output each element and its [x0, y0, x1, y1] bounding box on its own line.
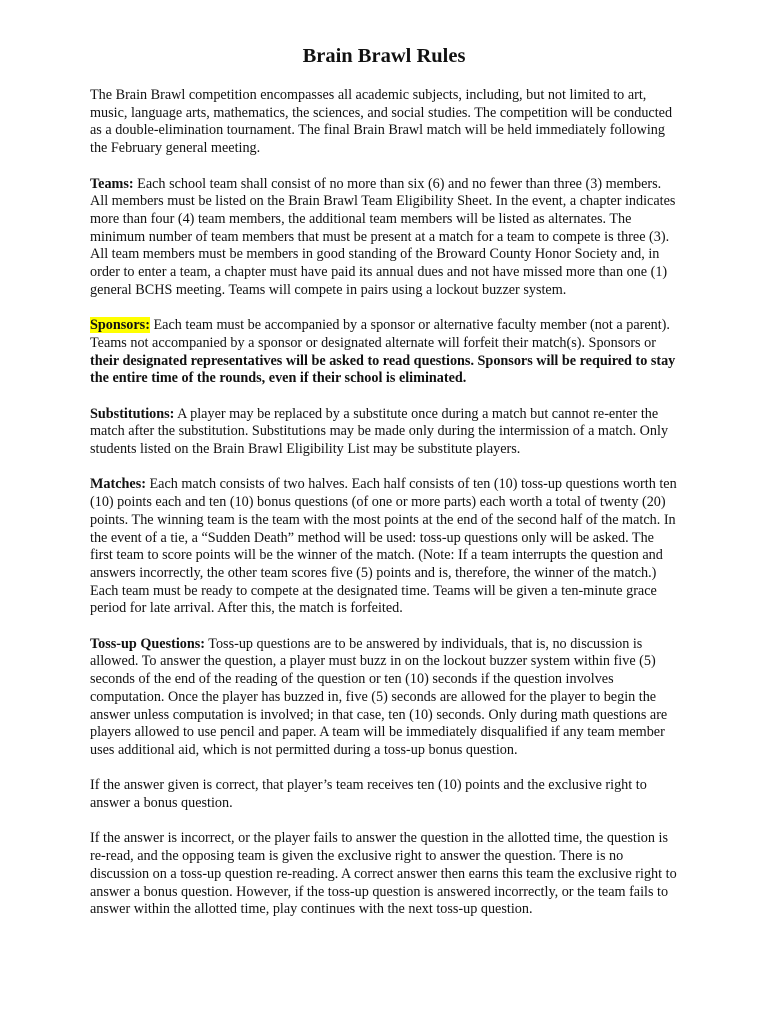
teams-text: Each school team shall consist of no more than six (6) and no fewer than three (3) members. All members must be listed on the Brain Brawl Team Eligibility Sheet. In the event, a chapter indicates more than four (4) team members, the additional team members will be listed as alternates. The minimum number of team members that must be present at a match for a team to compete is three (3). All team members must be members in good standing of the Broward County Honor Society and, in order to enter a team, a chapter must have paid its annual dues and not have missed more than one (1) general BCHS meeting. Teams will compete in pairs using a lockout buzzer system. — [90, 175, 676, 298]
matches-label: Matches: — [90, 476, 146, 493]
tossup-text: Toss-up questions are to be answered by individuals, that is, no discussion is allowed. To answer the question, a player must buzz in on the lockout buzzer system within five (5) seconds of the end of the reading of the question or ten (10) seconds if the question involves computation. Once the player has buzzed in, five (5) seconds are allowed for the player to begin the answer unless computation is involved; in that case, ten (10) seconds. Only during math questions are players allowed to use pencil and paper. A team will be immediately disqualified if any team member uses additional aid, which is not permitted during a toss-up bonus question. — [90, 635, 668, 758]
matches-text: Each match consists of two halves. Each half consists of ten (10) toss-up questions worth ten (10) points each and ten (10) bonus questions (of one or more parts) each worth a total of twenty (20) points. The winning team is the team with the most points at the end of the second half of the match. In the event of a tie, a “Sudden Death” method will be used: toss-up questions only will be asked. The first team to score points will be the winner of the match. (Note: If a team interrupts the question and answers incorrectly, the other team scores five (5) points and is, therefore, the winner of the match.) Each team must be ready to compete at the designated time. Teams will be given a ten-minute grace period for late arrival. After this, the match is forfeited. — [90, 476, 677, 617]
tossup-paragraph — [90, 636, 680, 760]
correct-answer-paragraph: If the answer given is correct, that player’s team receives ten (10) points and the exclusive right to answer a bonus question. — [90, 777, 647, 812]
sponsors-paragraph — [90, 317, 680, 388]
incorrect-answer-paragraph: If the answer is incorrect, or the player fails to answer the question in the allotted time, the question is re-read, and the opposing team is given the exclusive right to answer the question. There is no discussion on a toss-up question re-reading. A correct answer then earns this team the exclusive right to answer a bonus question. However, if the toss-up question is answered incorrectly, or the team fails to answer within the allotted time, play continues with the next toss-up question. — [90, 830, 677, 918]
tossup-label: Toss-up Questions: — [90, 635, 205, 652]
document-body — [90, 87, 680, 937]
intro-paragraph: The Brain Brawl competition encompasses all academic subjects, including, but not limited to art, music, language arts, mathematics, the sciences, and social studies. The competition will be conducted as a double-elimination tournament. The final Brain Brawl match will be held immediately following the February general meeting. — [90, 87, 673, 157]
matches-paragraph — [90, 476, 680, 618]
substitutions-paragraph — [90, 406, 680, 459]
sponsors-text: Each team must be accompanied by a sponsor or alternative faculty member (not a parent). Teams not accompanied by a sponsor or designated alternate will forfeit their match(s). Sponsors or — [90, 317, 670, 351]
document-title: Brain Brawl Rules — [302, 45, 466, 67]
teams-paragraph — [90, 176, 680, 300]
substitutions-text: A player may be replaced by a substitute once during a match but cannot re-enter the match after the substitution. Substitutions may be made only during the intermission of a match. Only students listed on the Brain Brawl Eligibility List may be substitute players. — [90, 405, 669, 458]
substitutions-label: Substitutions: — [90, 405, 175, 422]
sponsors-label: Sponsors: — [90, 317, 150, 334]
teams-label: Teams: — [90, 175, 134, 192]
sponsors-bold-text: their designated representatives will be asked to read questions. Sponsors will be required to stay the entire time of the rounds, even if their school is eliminated. — [90, 352, 676, 387]
